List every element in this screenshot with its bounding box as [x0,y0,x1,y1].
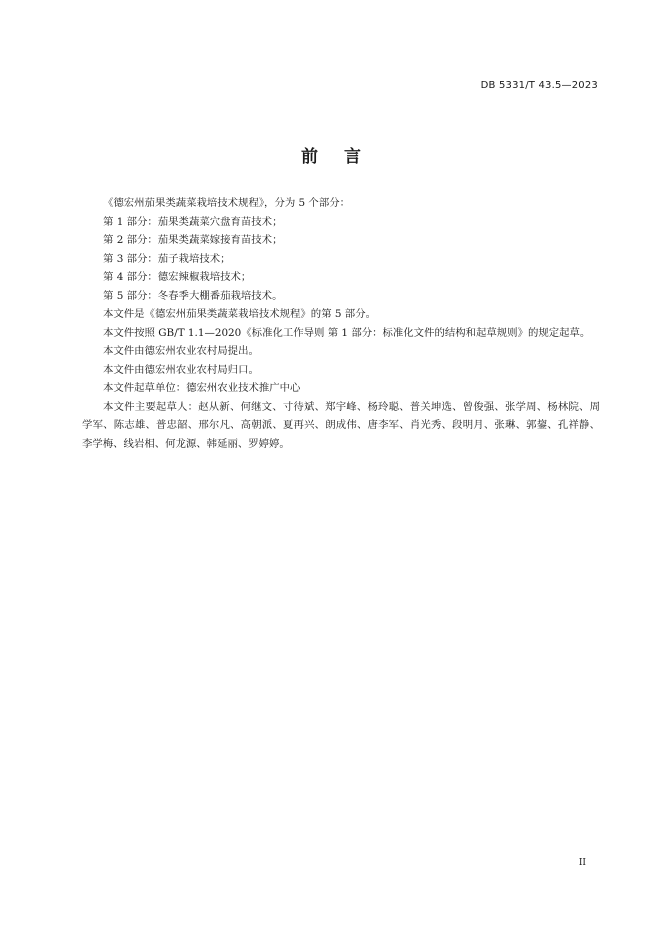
paragraph-part-5: 第 5 部分：冬春季大棚番茄栽培技术。 [103,289,283,302]
paragraph-drafters: 本文件主要起草人：赵从新、何继文、寸待斌、郑宇峰、杨玲聪、普关坤选、曾俊强、张学周、杨林院、周学军、陈志雄、普忠韶、邢尔凡、高朝派、夏再兴、朗成伟、唐李军、肖光秀、段明月、张琳、郭鋆、孔祥静、李学梅、线岩相、何龙源、韩延丽、罗婷婷。 [82,400,600,450]
paragraph-part-1: 第 1 部分：茄果类蔬菜穴盘育苗技术； [103,215,283,228]
paragraph-part-4: 第 4 部分：德宏辣椒栽培技术； [103,271,252,283]
paragraph-part-2: 第 2 部分：茄果类蔬菜嫁接育苗技术； [103,234,283,246]
document-code: DB 5331/T 43.5—2023 [480,80,598,91]
page-number: II [578,858,586,868]
foreword-body [82,194,600,453]
page-title: 前言 [301,147,387,167]
paragraph-document-part: 本文件是《德宏州茄果类蔬菜栽培技术规程》的第 5 部分。 [103,308,376,320]
paragraph-part-3: 第 3 部分：茄子栽培技术； [103,252,231,265]
paragraph-under-jurisdiction: 本文件由德宏州农业农村局归口。 [103,363,259,376]
paragraph-drafting-unit: 本文件起草单位：德宏州农业技术推广中心 [103,382,301,394]
paragraph-proposed-by: 本文件由德宏州农业农村局提出。 [103,345,259,357]
paragraph-intro: 《德宏州茄果类蔬菜栽培技术规程》，分为 5 个部分： [103,197,350,209]
paragraph-drafting-rules: 本文件按照 GB/T 1.1—2020《标准化工作导则 第 1 部分：标准化文件的结构和起草规则》的规定起草。 [103,326,591,339]
